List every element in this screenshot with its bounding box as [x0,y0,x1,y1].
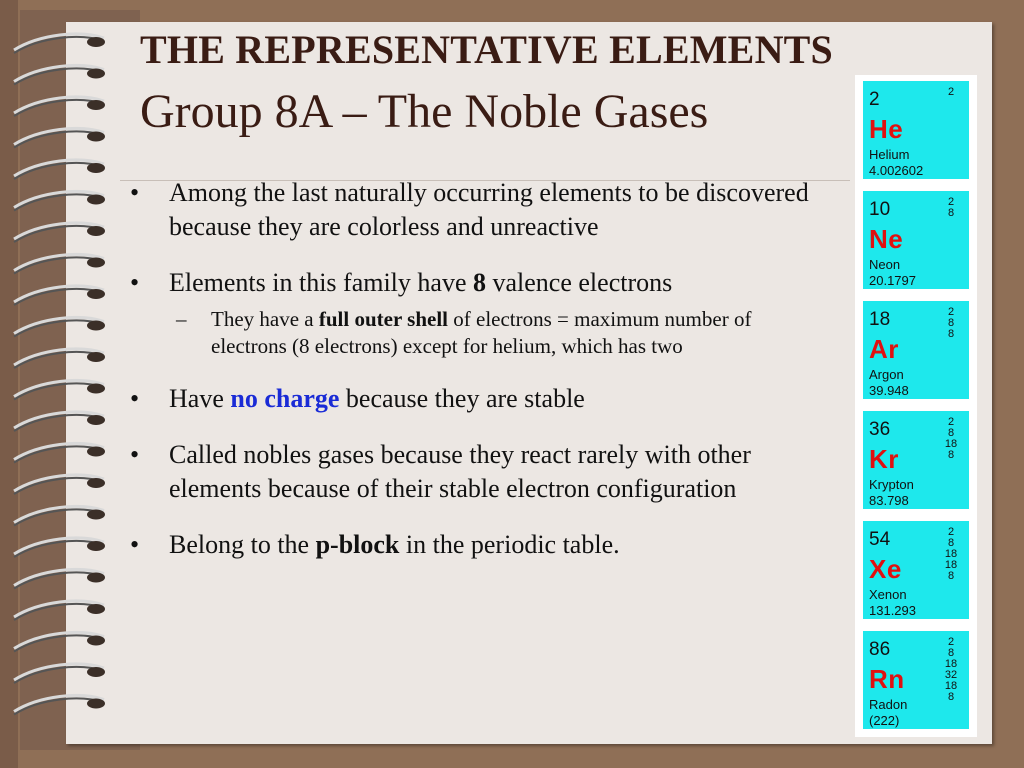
shell-count: 2 [947,416,955,428]
bullet-text: in the periodic table. [399,530,620,559]
element-cell-helium [863,81,969,179]
bullet-text: Elements in this family have [169,268,473,297]
spiral-ring [14,255,105,274]
shell-count: 8 [947,691,955,703]
spiral-ring [14,223,105,242]
shell-count: 8 [947,537,955,549]
atomic-number: 18 [869,309,891,330]
spiral-ring [14,664,105,683]
bullet-text: because they are stable [339,384,585,413]
spiral-ring [14,475,105,494]
shell-count: 2 [947,196,955,208]
spiral-ring [14,507,105,526]
spiral-ring [14,601,105,620]
element-name: Argon [869,367,904,382]
shell-count: 8 [947,317,955,329]
bullet-text: Belong to the [169,530,316,559]
element-name: Radon [869,697,908,712]
bullet-list [130,176,830,584]
element-cell-argon [863,301,969,399]
shell-count: 2 [947,86,955,98]
bullet-text: Among the last naturally occurring elements to be discovered because they are colorless and unreactive [169,178,809,241]
spiral-ring [14,444,105,463]
atomic-number: 36 [869,419,891,440]
shell-count: 32 [944,669,958,681]
spiral-ring [14,318,105,337]
atomic-mass: 20.1797 [869,273,916,288]
element-name: Krypton [869,477,914,492]
spiral-ring [14,538,105,557]
bullet-bold-text: 8 [473,268,486,297]
bullet-item [130,438,830,506]
bullet-text: Called nobles gases because they react rarely with other elements because of their stable electron configuration [169,440,751,503]
slide-title: THE REPRESENTATIVE ELEMENTS [140,27,833,72]
shell-count: 18 [944,658,958,670]
electron-shells [941,527,961,582]
spiral-ring [14,160,105,179]
spiral-ring [14,412,105,431]
spiral-ring [14,192,105,211]
shell-count: 8 [947,427,955,439]
element-cell-krypton [863,411,969,509]
bullet-item [130,528,830,562]
slide-subtitle: Group 8A – The Noble Gases [140,85,709,138]
spiral-ring [14,66,105,85]
shell-count: 18 [944,559,958,571]
atomic-mass: 83.798 [869,493,909,508]
element-cell-xenon [863,521,969,619]
bullet-item [130,266,830,360]
shell-count: 18 [944,680,958,692]
electron-shells [941,307,961,340]
element-symbol: Xe [869,554,902,584]
atomic-number: 86 [869,639,891,660]
electron-shells [941,197,961,219]
atomic-number: 10 [869,199,891,220]
element-symbol: Ne [869,224,904,254]
shell-count: 8 [947,570,955,582]
shell-count: 8 [947,328,955,340]
spiral-ring [14,381,105,400]
spiral-ring [14,34,105,53]
element-name: Xenon [869,587,907,602]
shell-count: 2 [947,526,955,538]
bullet-highlight-text: no charge [230,384,340,413]
spiral-ring [14,633,105,652]
shell-count: 18 [944,438,958,450]
spiral-ring [14,349,105,368]
shell-count: 8 [947,207,955,219]
spiral-binding [0,0,140,768]
shell-count: 8 [947,647,955,659]
spiral-ring [14,286,105,305]
sub-bullet-text: of electrons = maximum number of electrons (8 electrons) except for helium, which has two [211,307,752,358]
sub-bullet-list [169,306,830,360]
bullet-item [130,382,830,416]
sub-bullet-bold-text: full outer shell [318,307,448,331]
electron-shells [941,417,961,461]
spiral-ring [14,570,105,589]
element-cells-panel [855,75,977,737]
atomic-mass: (222) [869,713,900,728]
shell-count: 2 [947,636,955,648]
element-name: Helium [869,147,910,162]
atomic-mass: 4.002602 [869,163,924,178]
atomic-number: 2 [869,89,880,110]
element-name: Neon [869,257,901,272]
element-symbol: He [869,114,904,144]
sub-bullet-item [176,306,830,360]
bullet-text: Have [169,384,231,413]
shell-count: 2 [947,306,955,318]
atomic-mass: 39.948 [869,383,909,398]
element-symbol: Kr [869,444,899,474]
electron-shells [941,637,961,703]
spiral-ring [14,696,105,715]
spiral-ring [14,97,105,116]
atomic-number: 54 [869,529,891,550]
bullet-bold-text: p-block [315,530,400,559]
bullet-text: valence electrons [486,268,673,297]
element-cell-radon [863,631,969,729]
element-symbol: Rn [869,664,905,694]
shell-count: 8 [947,449,955,461]
electron-shells [941,87,961,98]
element-cell-neon [863,191,969,289]
sub-bullet-text: They have a [211,307,319,331]
shell-count: 18 [944,548,958,560]
bullet-item [130,176,830,244]
atomic-mass: 131.293 [869,603,916,618]
spiral-ring [14,129,105,148]
element-symbol: Ar [869,334,899,364]
